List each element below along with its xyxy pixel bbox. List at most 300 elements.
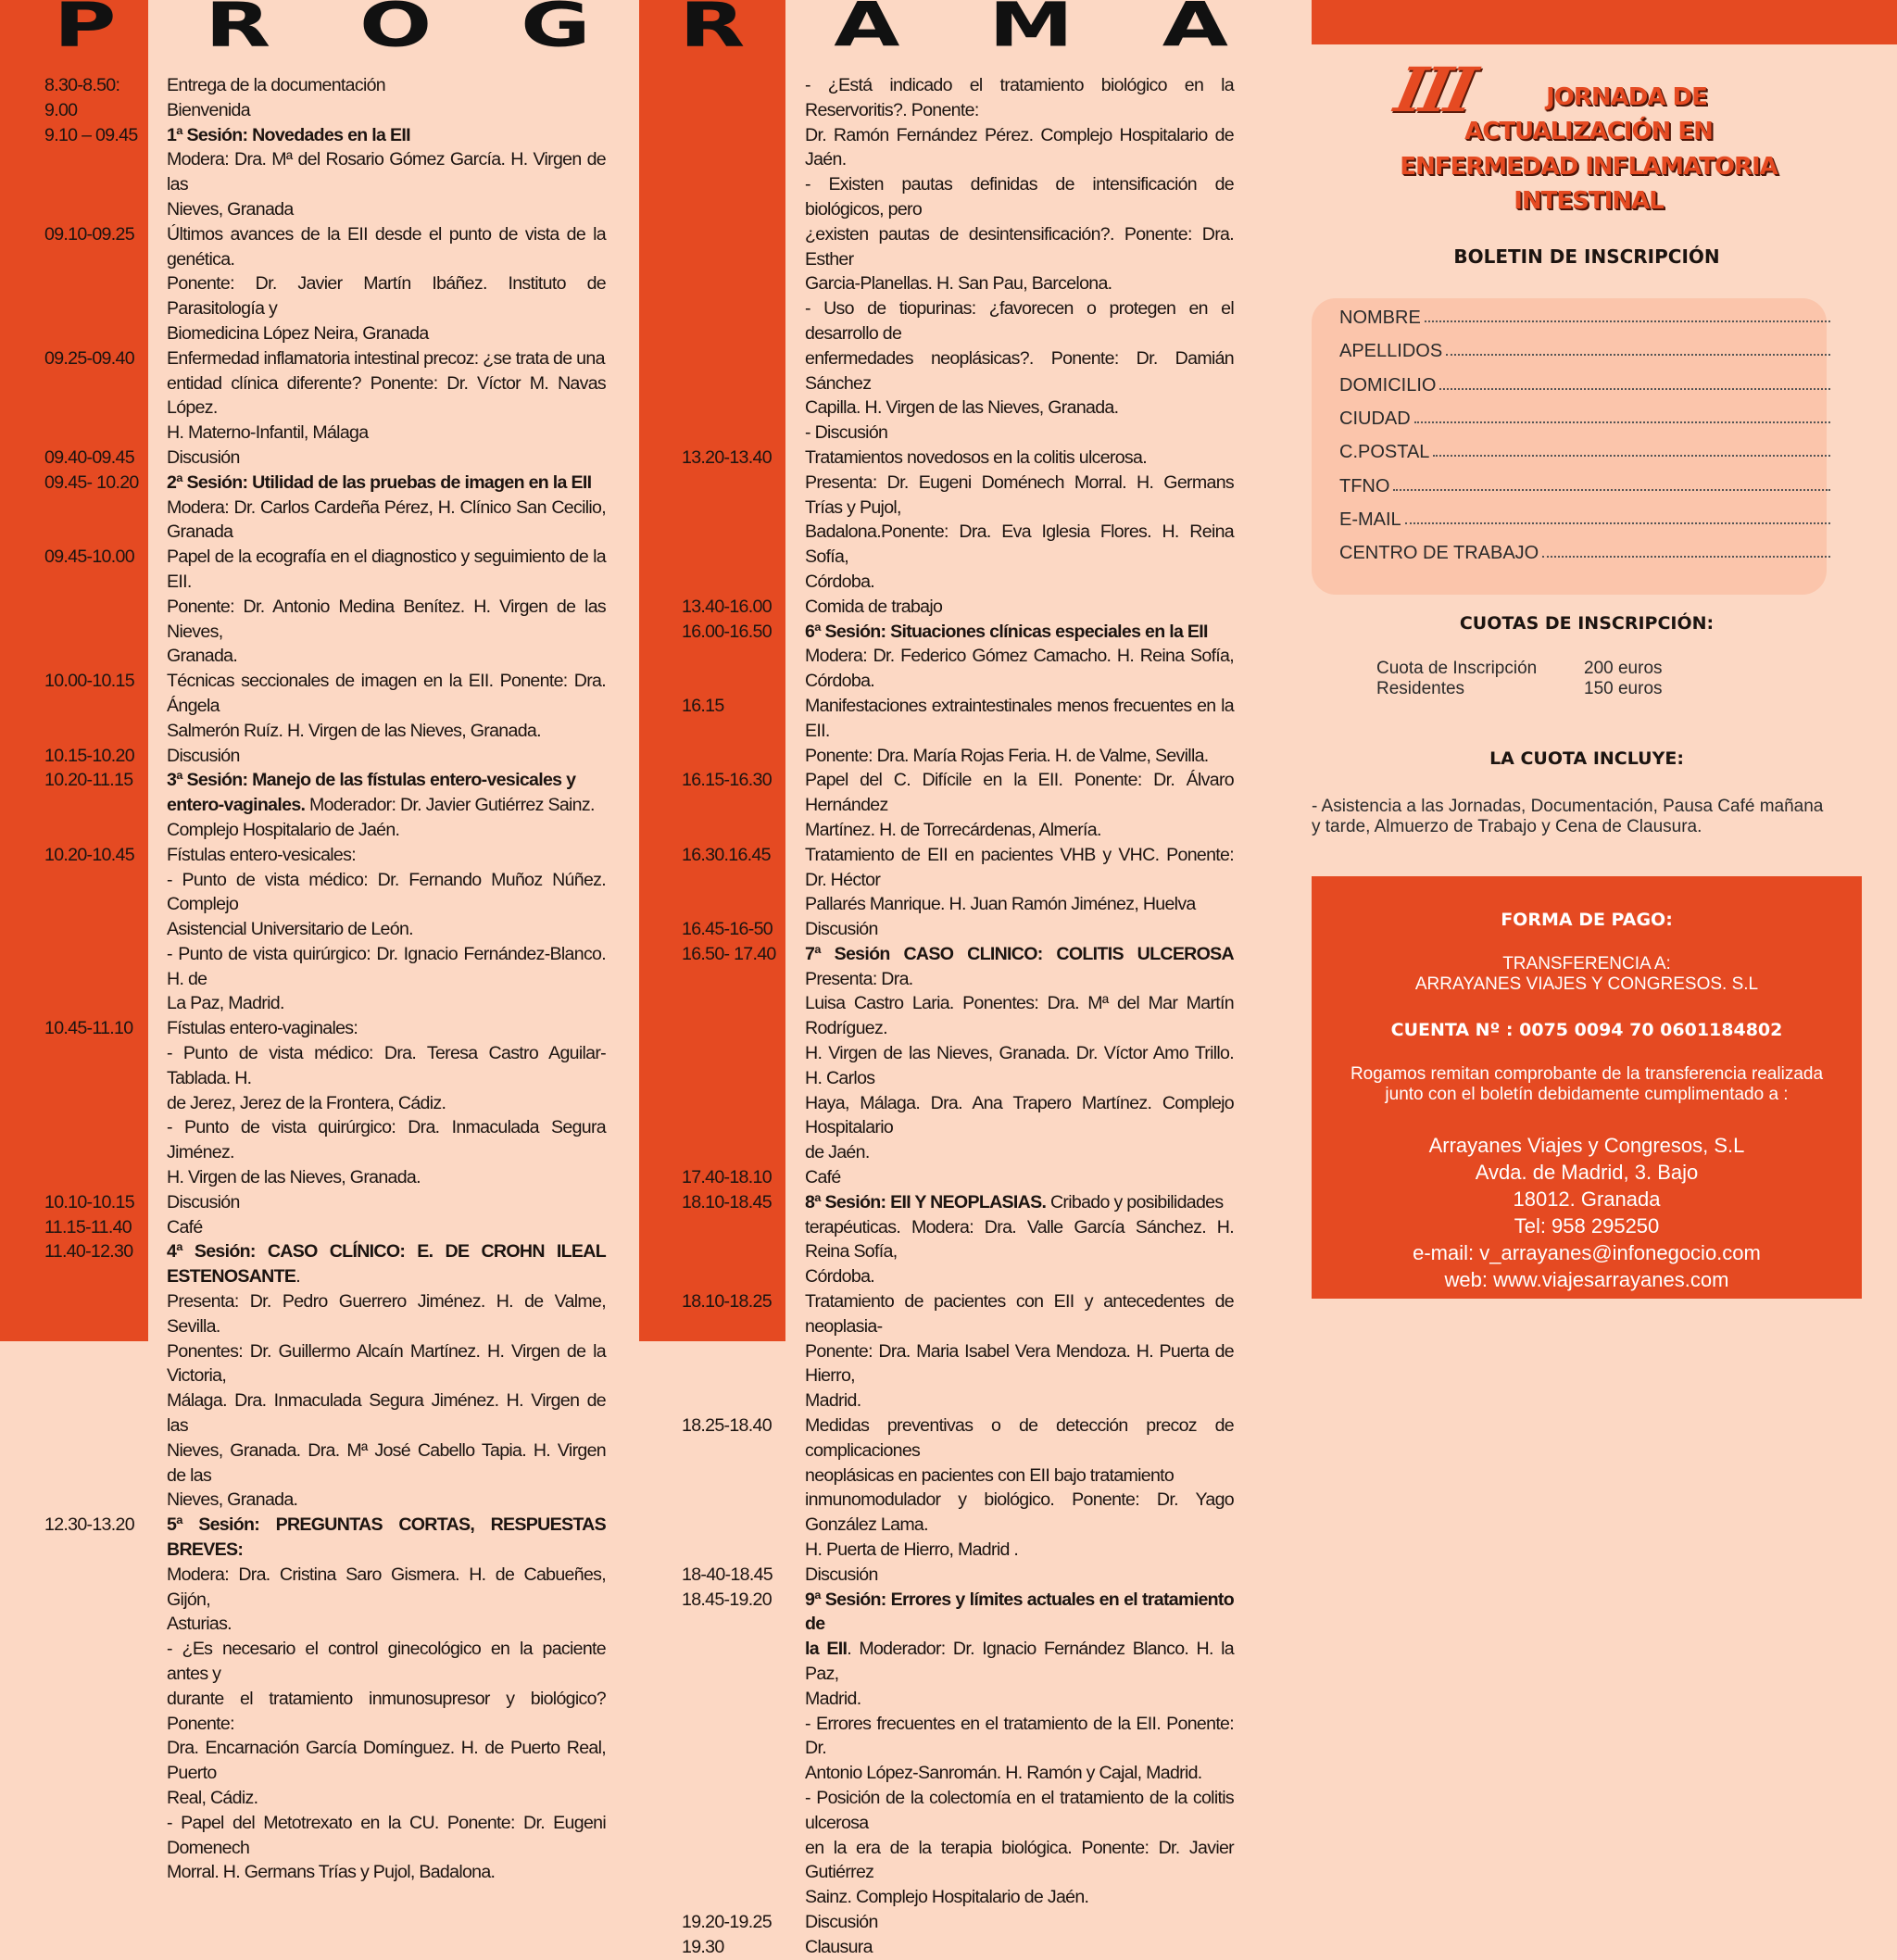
program-text (167, 1215, 606, 1240)
program-time (682, 1339, 805, 1389)
program-row (44, 446, 606, 471)
program-text-run: Antonio López-Sanromán. H. Ramón y Cajal, Madrid. (805, 1763, 1202, 1784)
form-field-label: APELLIDOS (1339, 341, 1443, 362)
program-text-run: Entrega de la documentación (167, 75, 385, 95)
program-text-run: Real, Cádiz. (167, 1787, 258, 1808)
program-row (44, 545, 606, 595)
title-letter: R (679, 0, 747, 61)
program-row (44, 1811, 606, 1861)
program-text (805, 421, 1234, 446)
program-text (805, 1413, 1234, 1464)
program-time (682, 1264, 805, 1289)
program-time: 09.10-09.25 (44, 223, 134, 245)
form-field-dotted-line[interactable] (1542, 543, 1830, 558)
jornada-title-line-4: INTESTINAL (1514, 187, 1664, 215)
program-row (682, 396, 1234, 421)
jornada-title-line-1: JORNADA DE (1546, 83, 1707, 111)
program-text (805, 1910, 1234, 1935)
agency-phone[interactable]: Tel: 958 295250 (1514, 1214, 1660, 1238)
program-row (682, 1761, 1234, 1786)
cuotas-heading: CUOTAS DE INSCRIPCIÓN: (1459, 613, 1715, 634)
program-text (167, 744, 606, 769)
program-text (167, 446, 606, 471)
program-time (44, 371, 167, 421)
program-text (805, 768, 1234, 818)
program-row (44, 496, 606, 546)
program-text (805, 570, 1234, 595)
session-title: 3ª Sesión: Manejo de las fístulas entero-vesicales y (167, 770, 576, 791)
program-row (682, 768, 1234, 818)
form-field-domicilio[interactable] (1339, 375, 1830, 396)
program-column-2 (682, 73, 1234, 1960)
program-time: 09.45- 10.20 (44, 471, 139, 493)
program-time (44, 644, 167, 669)
program-text (805, 1388, 1234, 1413)
program-time (44, 1736, 167, 1786)
program-text-run: Bienvenida (167, 99, 250, 120)
program-row (682, 1910, 1234, 1935)
program-text (167, 1736, 606, 1786)
program-text-run: - Existen pautas definidas de intensificación de biológicos, pero (805, 174, 1234, 220)
program-time (682, 1041, 805, 1091)
program-row (682, 1215, 1234, 1265)
form-field-dotted-line[interactable] (1439, 375, 1830, 390)
form-field-ciudad[interactable] (1339, 408, 1830, 430)
program-time: 16.45-16-50 (682, 919, 773, 940)
program-row (682, 694, 1234, 744)
program-row (682, 1588, 1234, 1638)
program-text-run: - Uso de tiopurinas: ¿favorecen o protegen en el desarrollo de (805, 298, 1234, 344)
program-row (682, 1289, 1234, 1339)
program-row (682, 744, 1234, 769)
program-time (44, 1687, 167, 1737)
program-text (167, 545, 606, 595)
program-text (167, 1016, 606, 1041)
program-text (805, 123, 1234, 173)
session-title: 4ª Sesión: CASO CLÍNICO: E. DE CROHN ILEAL ESTENOSANTE (167, 1241, 606, 1288)
jornada-title-line-3: ENFERMEDAD INFLAMATORIA (1400, 153, 1778, 181)
program-time: 10.15-10.20 (44, 745, 134, 766)
program-row (682, 942, 1234, 992)
agency-name: Arrayanes Viajes y Congresos, S.L (1428, 1134, 1745, 1157)
program-text (805, 818, 1234, 843)
program-row (682, 421, 1234, 446)
program-row (44, 644, 606, 669)
title-letter: A (834, 0, 902, 61)
program-row (44, 1513, 606, 1563)
program-text-run: terapéuticas. Modera: Dra. Valle García Sánchez. H. Reina Sofía, (805, 1216, 1234, 1263)
agency-address: Avda. de Madrid, 3. Bajo (1475, 1161, 1699, 1184)
program-row (682, 991, 1234, 1041)
program-text-run: Ponente: Dr. Antonio Medina Benítez. H. Virgen de las Nieves, (167, 596, 606, 642)
program-time (682, 1538, 805, 1563)
program-row (682, 1165, 1234, 1190)
program-row (44, 346, 606, 371)
program-time (682, 1488, 805, 1538)
program-text (167, 1190, 606, 1215)
program-time: 10.10-10.15 (44, 1191, 134, 1212)
program-text (805, 271, 1234, 296)
program-row (44, 1439, 606, 1489)
request-line: Rogamos remitan comprobante de la transferencia realizada (1350, 1064, 1824, 1084)
program-text (805, 1637, 1234, 1687)
program-text-run: Presenta: Dr. Pedro Guerrero Jiménez. H. de Valme, Sevilla. (167, 1291, 606, 1337)
title-letter: O (359, 0, 434, 61)
program-text-run: La Paz, Madrid. (167, 993, 284, 1014)
form-field-label: CENTRO DE TRABAJO (1339, 543, 1539, 564)
program-text-run: Técnicas seccionales de imagen en la EII. Ponente: Dra. Ángela (167, 671, 606, 716)
form-field-label: E-MAIL (1339, 509, 1401, 530)
program-row (682, 1488, 1234, 1538)
program-text (805, 694, 1234, 744)
form-field-e-mail[interactable] (1339, 509, 1830, 531)
program-time (682, 1215, 805, 1265)
program-text (167, 421, 606, 446)
program-text (167, 719, 606, 744)
program-row (44, 1786, 606, 1811)
payment-heading: FORMA DE PAGO: (1501, 910, 1673, 930)
program-time (44, 1612, 167, 1637)
program-text-run: Nieves, Granada. Dra. Mª José Cabello Tapia. H. Virgen de las (167, 1439, 606, 1486)
program-time: 18-40-18.45 (682, 1564, 773, 1585)
form-field-dotted-line[interactable] (1446, 341, 1830, 356)
program-text-run: Clausura (805, 1936, 873, 1957)
program-text-run: durante el tratamiento inmunosupresor y biológico? Ponente: (167, 1688, 606, 1734)
program-time (44, 321, 167, 346)
program-row (44, 1041, 606, 1091)
program-row (682, 1538, 1234, 1563)
program-row (682, 222, 1234, 272)
program-text-run: Madrid. (805, 1688, 861, 1709)
program-text (805, 1538, 1234, 1563)
program-text-run: - Punto de vista médico: Dra. Teresa Castro Aguilar-Tablada. H. (167, 1043, 606, 1088)
payment-box (1312, 876, 1862, 1299)
program-row (682, 1786, 1234, 1836)
program-text (167, 147, 606, 197)
program-text-run: Córdoba. (805, 1266, 875, 1288)
program-text-run: Café (805, 1167, 841, 1188)
form-field-c-postal[interactable] (1339, 442, 1830, 463)
program-time: 13.40-16.00 (682, 596, 772, 617)
program-text (805, 1264, 1234, 1289)
program-text (167, 843, 606, 868)
program-row (44, 595, 606, 645)
title-letter: R (205, 0, 273, 61)
program-row (682, 520, 1234, 570)
session-title: la EII (805, 1639, 848, 1660)
program-time: 18.25-18.40 (682, 1415, 772, 1437)
program-time (682, 991, 805, 1041)
program-text (167, 1612, 606, 1637)
program-text (167, 222, 606, 272)
program-time (682, 644, 805, 694)
program-time (682, 346, 805, 396)
program-text (805, 1488, 1234, 1538)
program-text-run: Café (167, 1216, 203, 1238)
program-text-run: . Moderador: Dr. Ignacio Fernández Blanco. H. la Paz, (805, 1639, 1234, 1684)
program-row (682, 843, 1234, 893)
program-time (682, 1836, 805, 1886)
program-text (805, 1761, 1234, 1786)
program-text (805, 471, 1234, 521)
fee-label-general: Cuota de Inscripción (1376, 659, 1538, 678)
program-row (682, 1563, 1234, 1588)
program-text (805, 1339, 1234, 1389)
program-row (44, 818, 606, 843)
program-row (682, 1264, 1234, 1289)
program-text-run: H. Virgen de las Nieves, Granada. (167, 1167, 421, 1188)
program-text (805, 1935, 1234, 1960)
program-time (682, 1140, 805, 1165)
program-text (167, 1786, 606, 1811)
program-time (682, 818, 805, 843)
program-text-run: Córdoba. (805, 571, 875, 592)
program-time (44, 1488, 167, 1513)
program-text (167, 644, 606, 669)
program-text-run: Cribado y posibilidades (1046, 1191, 1224, 1212)
program-text-run: - Punto de vista médico: Dr. Fernando Muñoz Núñez. Complejo (167, 869, 606, 915)
program-text-run: Discusión (167, 446, 240, 468)
program-row (682, 1637, 1234, 1687)
program-time (682, 471, 805, 521)
program-text (167, 1637, 606, 1687)
program-text-run: entidad clínica diferente? Ponente: Dr. Víctor M. Navas López. (167, 372, 606, 419)
program-text-run: Papel del C. Difícile en la EII. Ponente: Dr. Álvaro Hernández (805, 770, 1234, 816)
program-text-run: Capilla. H. Virgen de las Nieves, Granada. (805, 397, 1119, 419)
program-text-run: H. Puerta de Hierro, Madrid . (805, 1539, 1019, 1561)
program-text (805, 1836, 1234, 1886)
program-text-run: en la era de la terapia biológica. Ponente: Dr. Javier Gutiérrez (805, 1837, 1234, 1883)
jornada-title-line-2: ACTUALIZACIÓN EN (1464, 118, 1713, 145)
program-text-run: Papel de la ecografía en el diagnostico y seguimiento de la EII. (167, 547, 606, 592)
program-text (167, 1811, 606, 1861)
program-row (682, 446, 1234, 471)
program-row (682, 1464, 1234, 1489)
program-row (44, 123, 606, 148)
program-text-run: inmunomodulador y biológico. Ponente: Dr. Yago González Lama. (805, 1489, 1234, 1536)
program-row (44, 793, 606, 818)
form-field-dotted-line[interactable] (1393, 476, 1830, 491)
program-text (805, 942, 1234, 992)
form-field-nombre[interactable] (1339, 308, 1830, 329)
program-text (805, 1786, 1234, 1836)
program-time: 16.30.16.45 (682, 844, 771, 865)
program-time: 18.10-18.25 (682, 1291, 772, 1313)
program-time (44, 1289, 167, 1339)
program-text (167, 471, 606, 496)
form-field-dotted-line[interactable] (1405, 509, 1830, 524)
program-text-run: Tratamientos novedosos en la colitis ulcerosa. (805, 446, 1147, 468)
program-time (682, 892, 805, 917)
program-time: 16.50- 17.40 (682, 943, 776, 964)
program-text-run: Asturias. (167, 1614, 232, 1635)
program-text-run: Comida de trabajo (805, 596, 943, 617)
program-row (44, 1687, 606, 1737)
program-text (805, 1885, 1234, 1910)
program-text (167, 1388, 606, 1439)
program-time (44, 1165, 167, 1190)
program-text-run: - Errores frecuentes en el tratamiento de la EII. Ponente: Dr. (805, 1713, 1234, 1759)
transfer-company: ARRAYANES VIAJES Y CONGRESOS. S.L (1414, 974, 1759, 994)
session-title: entero-vaginales. (167, 795, 306, 816)
program-time (682, 1761, 805, 1786)
program-text (167, 496, 606, 546)
program-row (44, 1239, 606, 1289)
program-text-run: Ponentes: Dr. Guillermo Alcaín Martínez. H. Virgen de la Victoria, (167, 1340, 606, 1387)
program-time: 18.10-18.45 (682, 1191, 772, 1212)
program-text (167, 793, 606, 818)
program-text-run: Medidas preventivas o de detección precoz de complicaciones (805, 1415, 1234, 1461)
program-text (167, 1488, 606, 1513)
program-text-run: Fístulas entero-vesicales: (167, 844, 356, 865)
program-text-run: Últimos avances de la EII desde el punto de vista de la genética. (167, 223, 606, 270)
program-text-run: Sainz. Complejo Hospitalario de Jaén. (805, 1887, 1089, 1908)
program-row (44, 1563, 606, 1613)
program-time (44, 421, 167, 446)
form-field-dotted-line[interactable] (1433, 442, 1830, 457)
program-time (44, 1563, 167, 1613)
program-text (167, 1687, 606, 1737)
program-text-run: Modera: Dra. Mª del Rosario Gómez García. H. Virgen de las (167, 149, 606, 195)
program-time (682, 1786, 805, 1836)
program-row (44, 669, 606, 719)
fee-price-general: 200 euros (1584, 659, 1663, 678)
program-time: 10.20-11.15 (44, 770, 133, 791)
program-row (682, 346, 1234, 396)
program-row (682, 917, 1234, 942)
edition-roman-numeral: III (1388, 54, 1479, 126)
program-time (44, 1339, 167, 1389)
program-time (682, 1388, 805, 1413)
program-time: 09.40-09.45 (44, 446, 134, 468)
fee-label-residentes: Residentes (1376, 679, 1465, 698)
program-row (44, 1736, 606, 1786)
program-text (805, 1165, 1234, 1190)
program-time: 8.30-8.50: (44, 75, 120, 95)
program-time: 10.00-10.15 (44, 671, 134, 692)
program-text-run: - ¿Está indicado el tratamiento biológico en la Reservoritis?. Ponente: (805, 75, 1234, 120)
program-row (682, 73, 1234, 123)
program-row (682, 1041, 1234, 1091)
form-field-dotted-line[interactable] (1414, 408, 1830, 423)
program-row (44, 222, 606, 272)
program-text-run: Discusión (167, 1191, 240, 1212)
program-text (167, 868, 606, 918)
program-time (44, 197, 167, 222)
program-text-run: Discusión (805, 1911, 878, 1932)
program-text (805, 172, 1234, 222)
program-text-run: Tratamiento de EII en pacientes VHB y VHC. Ponente: Dr. Héctor (805, 844, 1234, 890)
program-row (44, 421, 606, 446)
program-column-1 (44, 73, 606, 1885)
program-time (44, 496, 167, 546)
program-text-run: Nieves, Granada. (167, 1489, 298, 1511)
program-row (682, 892, 1234, 917)
program-text (805, 1140, 1234, 1165)
program-time (682, 271, 805, 296)
incluye-line: y tarde, Almuerzo de Trabajo y Cena de Clausura. (1312, 817, 1702, 836)
program-time (44, 1860, 167, 1885)
program-row (44, 1388, 606, 1439)
program-row (682, 123, 1234, 173)
program-text (805, 595, 1234, 620)
program-text (167, 98, 606, 123)
program-text-run: de Jaén. (805, 1142, 870, 1163)
program-row (682, 1885, 1234, 1910)
program-time (44, 917, 167, 942)
program-text-run: Salmerón Ruíz. H. Virgen de las Nieves, Granada. (167, 720, 541, 741)
program-text-run: ¿existen pautas de desintensificación?. Ponente: Dra. Esther (805, 223, 1234, 270)
program-time (44, 595, 167, 645)
program-time: 16.00-16.50 (682, 621, 772, 642)
program-text (805, 620, 1234, 645)
program-time (682, 421, 805, 446)
program-time (44, 1091, 167, 1116)
program-time (44, 147, 167, 197)
program-text-run: Martínez. H. de Torrecárdenas, Almería. (805, 819, 1101, 840)
program-time (682, 1464, 805, 1489)
title-letter: P (54, 0, 119, 61)
program-row (682, 1712, 1234, 1762)
program-time (682, 1091, 805, 1141)
program-text (167, 1165, 606, 1190)
program-text-run: Presenta: Dra. (805, 968, 913, 989)
program-row (682, 271, 1234, 296)
program-row (44, 197, 606, 222)
form-field-centro-de-trabajo[interactable] (1339, 543, 1830, 564)
program-time (682, 73, 805, 123)
incluye-heading: LA CUOTA INCLUYE: (1489, 748, 1684, 769)
programa-title (54, 0, 1230, 61)
program-text-run: Ponente: Dra. Maria Isabel Vera Mendoza. H. Puerta de Hierro, (805, 1340, 1234, 1387)
program-row (682, 1091, 1234, 1141)
program-text (167, 917, 606, 942)
program-row (44, 147, 606, 197)
program-row (682, 296, 1234, 346)
program-row (44, 73, 606, 98)
bank-account: CUENTA Nº : 0075 0094 70 0601184802 (1390, 1020, 1783, 1040)
program-text-run: - ¿Es necesario el control ginecológico en la paciente antes y (167, 1639, 606, 1684)
form-field-tfno[interactable] (1339, 476, 1830, 497)
program-time (682, 222, 805, 272)
form-field-apellidos[interactable] (1339, 341, 1830, 362)
program-text (805, 1091, 1234, 1141)
form-field-dotted-line[interactable] (1425, 308, 1830, 322)
program-text (167, 669, 606, 719)
program-text (167, 371, 606, 421)
program-text-run: Enfermedad inflamatoria intestinal precoz: ¿se trata de una (167, 347, 605, 369)
program-row (44, 98, 606, 123)
program-time: 11.15-11.40 (44, 1216, 132, 1238)
program-text-run: - Discusión (805, 422, 888, 444)
program-text-run: Presenta: Dr. Eugeni Doménech Morral. H. Germans Trías y Pujol, (805, 471, 1234, 518)
program-text (167, 123, 606, 148)
agency-web[interactable]: web: www.viajesarrayanes.com (1444, 1268, 1729, 1291)
program-row (682, 1836, 1234, 1886)
program-text-run: Granada. (167, 646, 238, 667)
program-text (805, 73, 1234, 123)
program-row (44, 1612, 606, 1637)
program-row (44, 1215, 606, 1240)
program-time (44, 1439, 167, 1489)
agency-email[interactable]: e-mail: v_arrayanes@infonegocio.com (1413, 1241, 1761, 1264)
program-text (167, 1439, 606, 1489)
program-text (167, 768, 606, 793)
program-row (44, 768, 606, 793)
program-time (682, 1712, 805, 1762)
program-row (44, 1289, 606, 1339)
program-time: 10.20-10.45 (44, 844, 134, 865)
